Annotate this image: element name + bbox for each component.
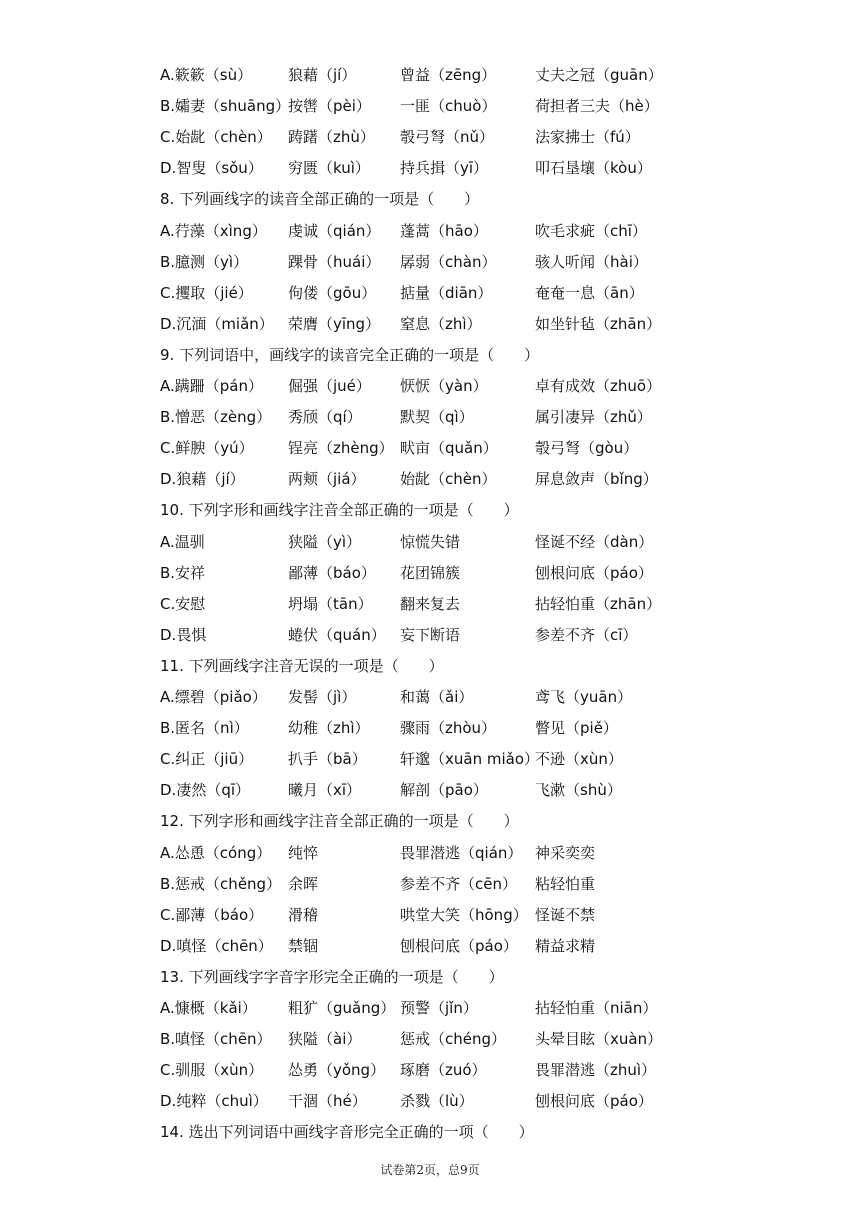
option-term: 虔诚（qián）	[288, 221, 381, 240]
option-term: 佝偻（gōu）	[288, 283, 377, 302]
option-term: C.鄙薄（báo）	[160, 905, 264, 924]
option-term: 始龀（chèn）	[400, 470, 497, 489]
option-term: 奄奄一息（ān）	[535, 283, 644, 302]
option-term: 穷匮（kuì）	[288, 159, 370, 178]
option-term: 怪诞不经（dàn）	[535, 532, 654, 551]
option-term: 惊慌失错	[400, 532, 461, 551]
option-term: B.嗔怪（chēn）	[160, 1030, 272, 1049]
question-stem: 14. 选出下列词语中画线字音形完全正确的一项（ ）	[160, 1123, 534, 1142]
option-term: 头晕目眩（xuàn）	[535, 1030, 663, 1049]
option-term: 狼藉（jí）	[288, 66, 357, 84]
option-term: 掂量（diān）	[400, 283, 493, 302]
option-term: 发髻（jì）	[288, 688, 357, 706]
option-term: C.始龀（chèn）	[160, 128, 272, 147]
option-term: A.怂恿（cóng）	[160, 843, 272, 862]
option-term: 畏罪潜逃（zhuì）	[535, 1061, 657, 1080]
option-term: A.荇藻（xìng）	[160, 221, 267, 240]
question-stem: 10. 下列字形和画线字注音全部正确的一项是（ ）	[160, 501, 519, 520]
option-term: A.缥碧（piǎo）	[160, 688, 267, 706]
option-term: D.嗔怪（chēn）	[160, 936, 273, 955]
option-term: 蜷伏（quán）	[288, 625, 386, 644]
option-term: 花团锦簇	[400, 563, 461, 582]
option-term: D.凄然（qī）	[160, 781, 251, 800]
option-term: 叩石垦壤（kòu）	[535, 159, 652, 178]
option-term: 神采奕奕	[535, 843, 596, 862]
option-term: C.鲜腴（yú）	[160, 439, 254, 458]
option-term: 余晖	[288, 874, 319, 893]
option-term: 妄下断语	[400, 625, 461, 644]
option-term: 扒手（bā）	[288, 750, 367, 769]
option-term: 骇人听闻（hài）	[535, 252, 648, 271]
option-term: 和蔼（ǎi）	[400, 688, 474, 706]
option-term: 幼稚（zhì）	[288, 719, 370, 738]
option-term: 恹恹（yàn）	[400, 377, 488, 395]
option-term: 滑稽	[288, 905, 319, 924]
option-term: B.臆测（yì）	[160, 252, 249, 271]
option-term: C.驯服（xùn）	[160, 1061, 264, 1080]
option-term: 禁锢	[288, 936, 319, 955]
option-term: 彀弓弩（gòu）	[535, 439, 639, 458]
option-term: C.纠正（jiū）	[160, 750, 254, 769]
option-term: 踌躇（zhù）	[288, 128, 375, 147]
question-stem: 8. 下列画线字的读音全部正确的一项是（ ）	[160, 190, 480, 209]
option-term: 倔强（jué）	[288, 377, 371, 395]
option-term: 卓有成效（zhuō）	[535, 377, 662, 395]
option-term: 琢磨（zuó）	[400, 1061, 487, 1080]
option-term: 刨根问底（páo）	[535, 563, 653, 582]
option-term: 按辔（pèi）	[288, 97, 371, 116]
option-term: D.纯粹（chuì）	[160, 1092, 268, 1111]
option-term: D.狼藉（jí）	[160, 470, 245, 489]
question-stem: 9. 下列词语中，画线字的读音完全正确的一项是（ ）	[160, 345, 540, 364]
option-term: 参差不齐（cēn）	[400, 874, 517, 893]
question-stem: 11. 下列画线字注音无误的一项是（ ）	[160, 656, 444, 675]
option-term: 翻来复去	[400, 594, 461, 613]
option-term: 骤雨（zhòu）	[400, 719, 497, 738]
option-term: 预警（jǐn）	[400, 999, 478, 1017]
option-term: 狭隘（ài）	[288, 1030, 362, 1049]
option-term: A.温驯	[160, 532, 205, 551]
option-term: 彀弓弩（nǔ）	[400, 128, 495, 147]
option-term: 蓬蒿（hāo）	[400, 221, 488, 240]
option-term: 屏息敛声（bǐng）	[535, 470, 658, 489]
option-term: D.畏惧	[160, 625, 207, 644]
option-term: B.憎恶（zèng）	[160, 408, 272, 427]
option-term: 畎亩（quǎn）	[400, 439, 498, 458]
option-term: 杀戮（lù）	[400, 1092, 474, 1111]
option-term: 两颊（jiá）	[288, 470, 366, 489]
option-term: 拈轻怕重（zhān）	[535, 594, 662, 613]
option-term: 不逊（xùn）	[535, 750, 623, 769]
option-term: 秀颀（qí）	[288, 408, 362, 427]
option-term: 一匪（chuò）	[400, 97, 497, 116]
option-term: 默契（qì）	[400, 408, 474, 427]
option-term: 狭隘（yì）	[288, 532, 362, 551]
option-term: 哄堂大笑（hōng）	[400, 905, 528, 924]
option-term: 干涸（hé）	[288, 1092, 367, 1111]
option-term: 持兵揖（yī）	[400, 159, 489, 178]
option-term: D.沉湎（miǎn）	[160, 314, 274, 333]
option-term: 窒息（zhì）	[400, 314, 482, 333]
option-term: 惩戒（chéng）	[400, 1030, 507, 1049]
option-term: 粗犷（guǎng）	[288, 999, 396, 1017]
option-term: 粘轻怕重	[535, 874, 596, 893]
option-term: 瞥见（piě）	[535, 719, 618, 738]
option-term: 锃亮（zhèng）	[288, 439, 394, 458]
option-term: D.智叟（sǒu）	[160, 159, 263, 178]
option-term: 纯悴	[288, 843, 319, 862]
option-term: 坍塌（tān）	[288, 594, 373, 613]
option-term: 刨根问底（páo）	[535, 1092, 653, 1111]
option-term: 踝骨（huái）	[288, 252, 381, 271]
page-footer: 试卷第2页，总9页	[380, 1163, 480, 1177]
option-term: 畏罪潜逃（qián）	[400, 843, 523, 862]
option-term: 丈夫之冠（guān）	[535, 66, 663, 84]
option-term: 飞漱（shù）	[535, 781, 622, 800]
option-term: 鄙薄（báo）	[288, 563, 376, 582]
option-term: C.安慰	[160, 594, 206, 613]
option-term: B.惩戒（chěng）	[160, 874, 282, 893]
option-term: 荷担者三夫（hè）	[535, 97, 659, 116]
question-stem: 12. 下列字形和画线字注音全部正确的一项是（ ）	[160, 812, 519, 831]
option-term: A.慷概（kǎi）	[160, 999, 257, 1017]
option-term: 轩邈（xuān miǎo）	[400, 750, 539, 769]
option-term: A.簌簌（sù）	[160, 66, 253, 84]
option-term: 如坐针毡（zhān）	[535, 314, 662, 333]
option-term: 法家拂士（fú）	[535, 128, 640, 147]
option-term: B.匿名（nì）	[160, 719, 249, 738]
option-term: 精益求精	[535, 936, 596, 955]
option-term: 吹毛求疵（chī）	[535, 221, 647, 240]
option-term: C.攫取（jié）	[160, 283, 253, 302]
option-term: 参差不齐（cī）	[535, 625, 638, 644]
option-term: B.孀妻（shuāng）	[160, 97, 291, 116]
option-term: 刨根问底（páo）	[400, 936, 518, 955]
question-stem: 13. 下列画线字字音字形完全正确的一项是（ ）	[160, 967, 504, 986]
option-term: 拈轻怕重（niān）	[535, 999, 658, 1017]
option-term: 怪诞不禁	[535, 905, 596, 924]
option-term: A.蹒跚（pán）	[160, 377, 263, 395]
option-term: 曾益（zēng）	[400, 66, 497, 84]
option-term: 曦月（xī）	[288, 781, 362, 800]
option-term: 荣膺（yīng）	[288, 314, 381, 333]
option-term: 属引凄异（zhǔ）	[535, 408, 652, 427]
option-term: 怂勇（yǒng）	[288, 1061, 386, 1080]
option-term: 孱弱（chàn）	[400, 252, 497, 271]
option-term: 解剖（pāo）	[400, 781, 488, 800]
option-term: B.安祥	[160, 563, 206, 582]
option-term: 鸢飞（yuān）	[535, 688, 633, 706]
